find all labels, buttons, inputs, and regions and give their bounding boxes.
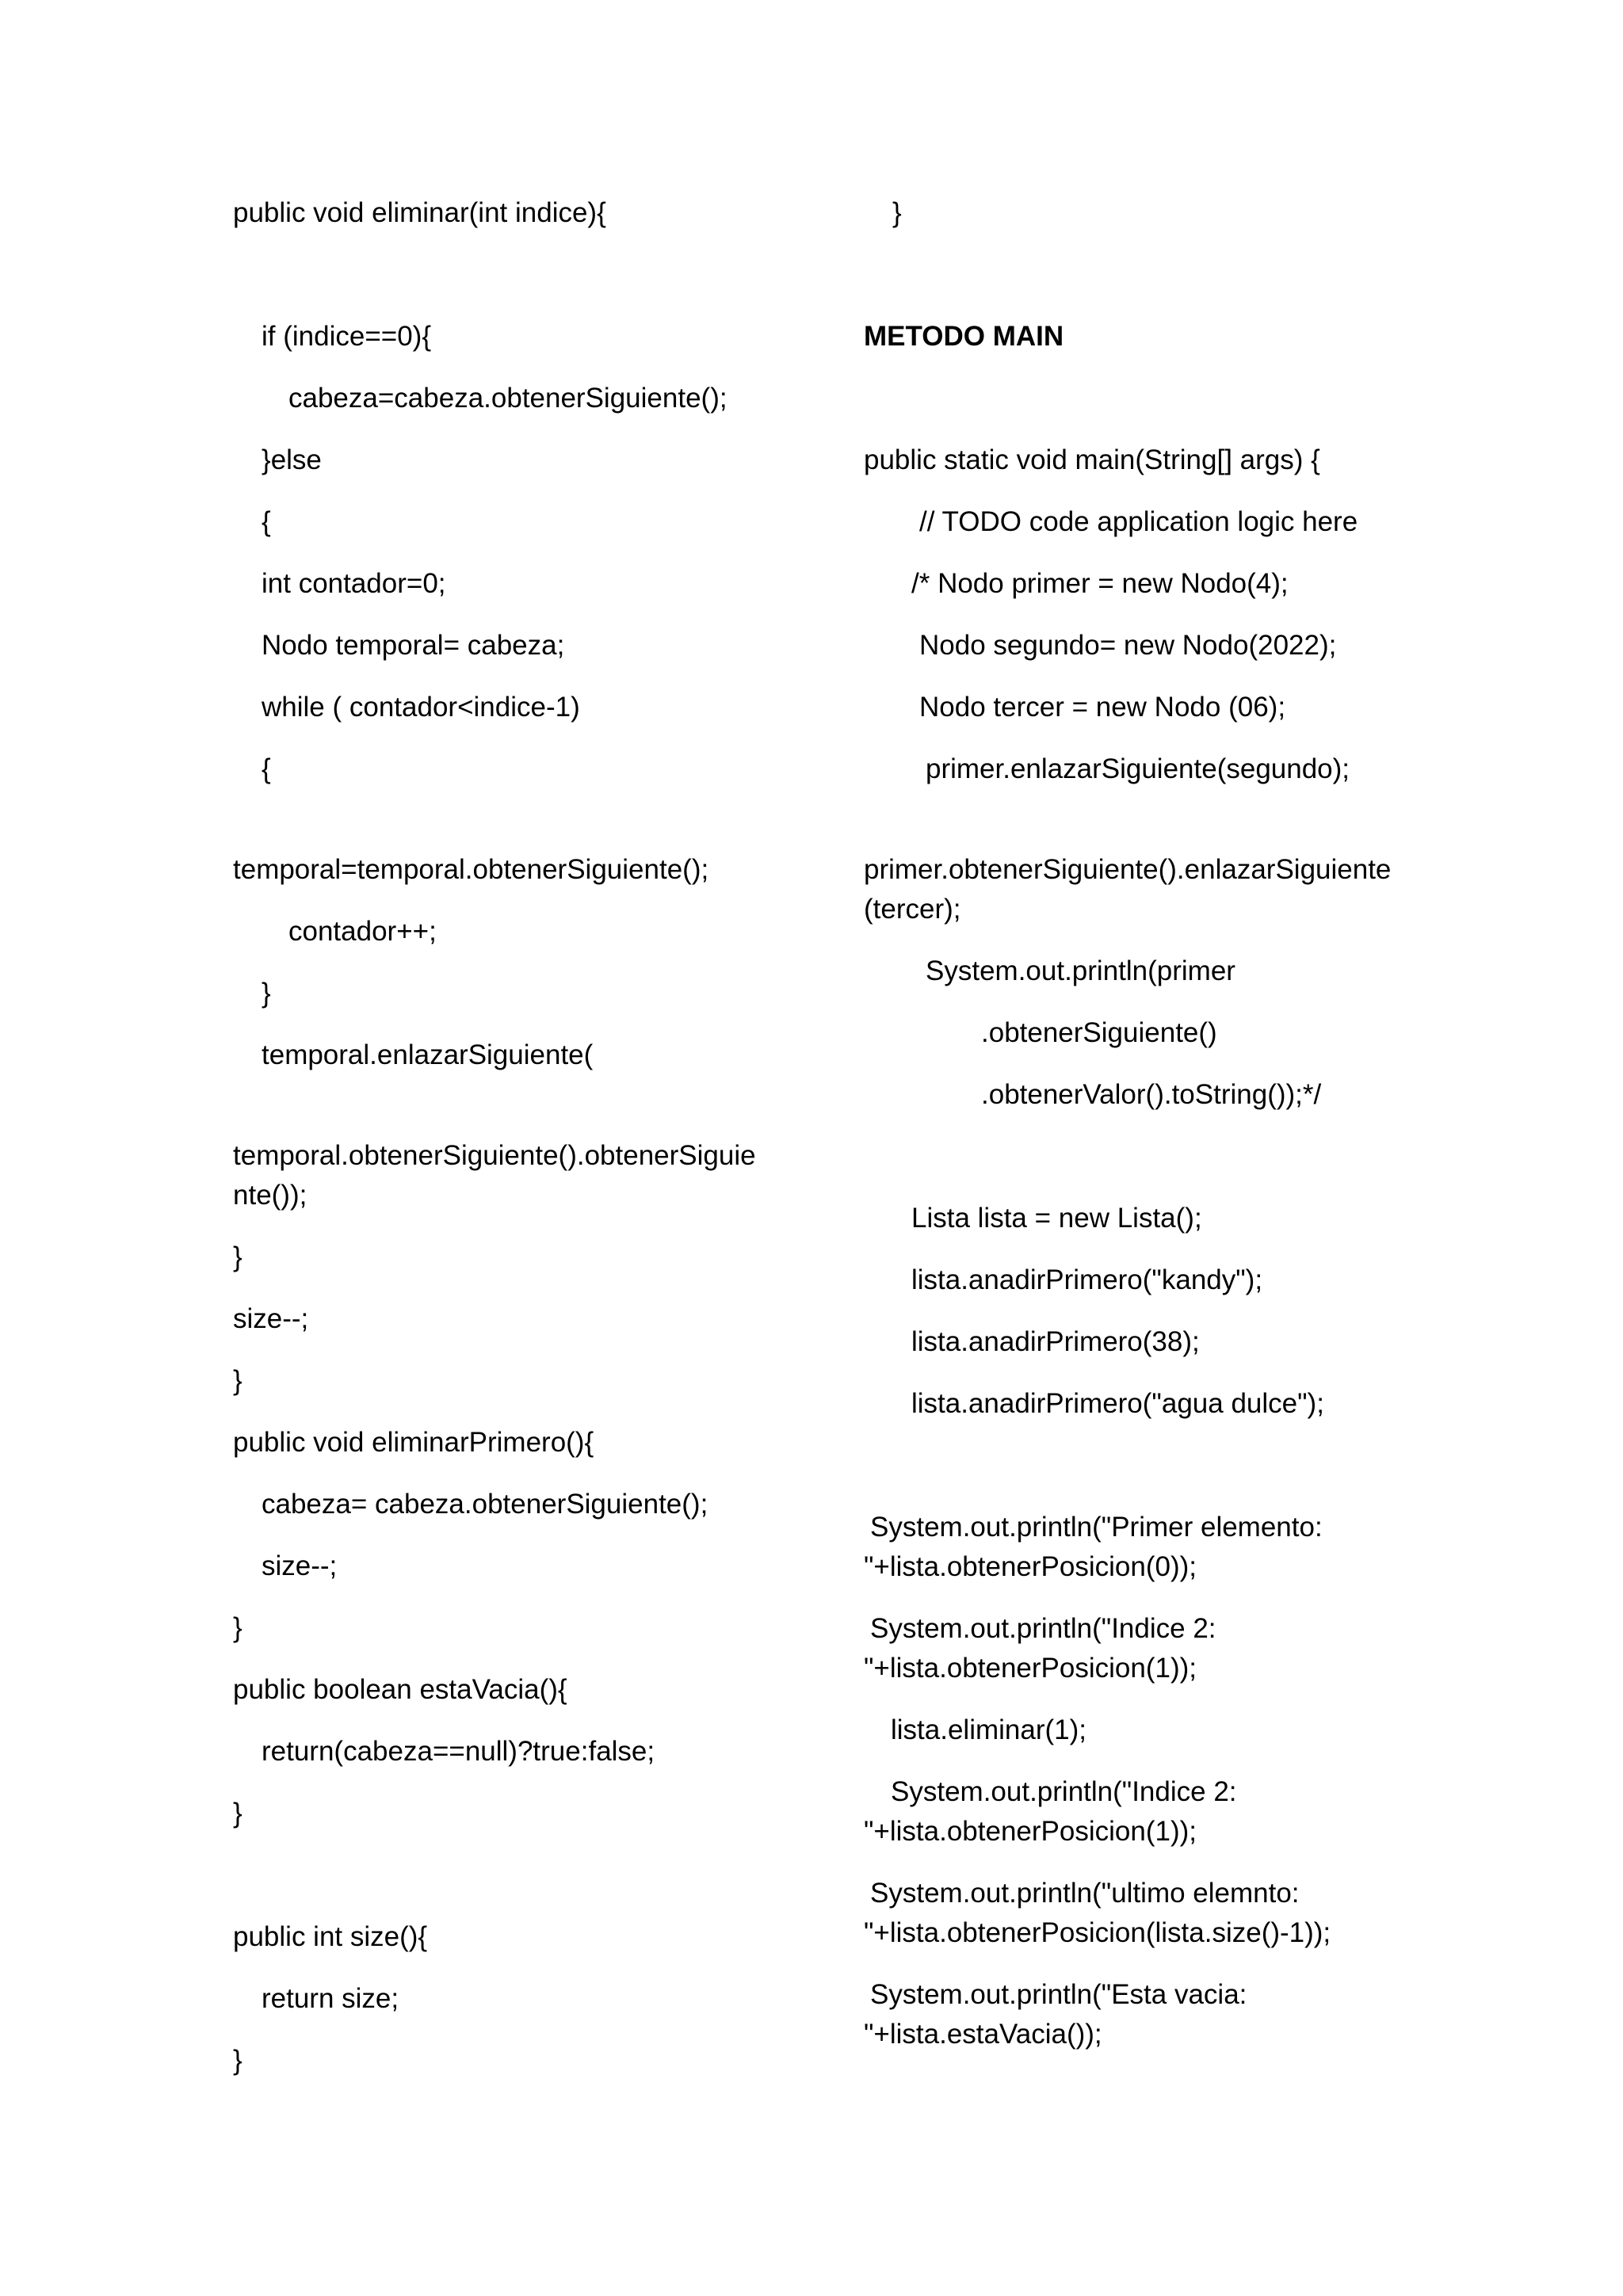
code-line: public static void main(String[] args) { xyxy=(864,444,1320,475)
code-line: System.out.println("ultimo elemnto: xyxy=(870,1878,1300,1909)
code-line: size--; xyxy=(233,1303,309,1334)
code-line: } xyxy=(233,1365,242,1396)
code-line: "+lista.estaVacia()); xyxy=(864,2019,1102,2050)
code-line: }else xyxy=(262,444,322,475)
code-line: "+lista.obtenerPosicion(1)); xyxy=(864,1653,1197,1684)
code-line: public void eliminarPrimero(){ xyxy=(233,1427,594,1458)
code-line: int contador=0; xyxy=(262,568,446,599)
code-line: "+lista.obtenerPosicion(lista.size()-1)); xyxy=(864,1917,1331,1948)
code-line: nte()); xyxy=(233,1180,307,1211)
code-line: lista.anadirPrimero("kandy"); xyxy=(911,1264,1263,1295)
code-line: } xyxy=(262,978,271,1009)
code-line: "+lista.obtenerPosicion(1)); xyxy=(864,1816,1197,1847)
code-line: } xyxy=(233,2045,242,2076)
code-line: } xyxy=(892,197,902,228)
code-line: "+lista.obtenerPosicion(0)); xyxy=(864,1551,1197,1582)
code-line: (tercer); xyxy=(864,894,961,925)
code-line: public int size(){ xyxy=(233,1921,428,1952)
code-line: .obtenerSiguiente() xyxy=(981,1017,1217,1048)
code-line: } xyxy=(233,1798,242,1829)
code-line: primer.obtenerSiguiente().enlazarSiguiente xyxy=(864,854,1392,885)
code-line: lista.anadirPrimero(38); xyxy=(911,1326,1200,1357)
code-line: temporal.obtenerSiguiente().obtenerSiguie xyxy=(233,1140,756,1171)
code-line: Nodo temporal= cabeza; xyxy=(262,630,565,661)
code-line: { xyxy=(262,753,271,784)
code-line: cabeza=cabeza.obtenerSiguiente(); xyxy=(288,383,727,414)
code-line: cabeza= cabeza.obtenerSiguiente(); xyxy=(262,1489,708,1520)
code-line: } xyxy=(233,1241,242,1272)
code-line: /* Nodo primer = new Nodo(4); xyxy=(911,568,1289,599)
code-line: while ( contador<indice-1) xyxy=(262,692,580,723)
code-line: public boolean estaVacia(){ xyxy=(233,1674,567,1705)
code-line: Nodo tercer = new Nodo (06); xyxy=(919,692,1286,723)
code-line: public void eliminar(int indice){ xyxy=(233,197,606,228)
code-line: .obtenerValor().toString());*/ xyxy=(981,1079,1322,1110)
section-heading: METODO MAIN xyxy=(864,321,1064,352)
code-line: } xyxy=(233,1612,242,1643)
code-line: System.out.println("Primer elemento: xyxy=(870,1512,1323,1543)
code-line: temporal=temporal.obtenerSiguiente(); xyxy=(233,854,709,885)
code-line: Lista lista = new Lista(); xyxy=(911,1203,1202,1234)
code-line: System.out.println(primer xyxy=(926,955,1235,986)
code-line: System.out.println("Indice 2: xyxy=(870,1613,1216,1644)
code-line: Nodo segundo= new Nodo(2022); xyxy=(919,630,1337,661)
code-line: lista.eliminar(1); xyxy=(891,1714,1086,1745)
code-line: System.out.println("Indice 2: xyxy=(891,1776,1237,1807)
code-line: return size; xyxy=(262,1983,399,2014)
code-line: contador++; xyxy=(288,916,437,947)
code-line: System.out.println("Esta vacia: xyxy=(870,1979,1247,2010)
code-line: return(cabeza==null)?true:false; xyxy=(262,1736,655,1767)
code-line: primer.enlazarSiguiente(segundo); xyxy=(926,753,1350,784)
code-line: temporal.enlazarSiguiente( xyxy=(262,1039,594,1070)
code-line: // TODO code application logic here xyxy=(919,506,1358,537)
code-line: size--; xyxy=(262,1550,338,1581)
code-line: if (indice==0){ xyxy=(262,321,432,352)
code-line: lista.anadirPrimero("agua dulce"); xyxy=(911,1388,1324,1419)
code-line: { xyxy=(262,506,271,537)
